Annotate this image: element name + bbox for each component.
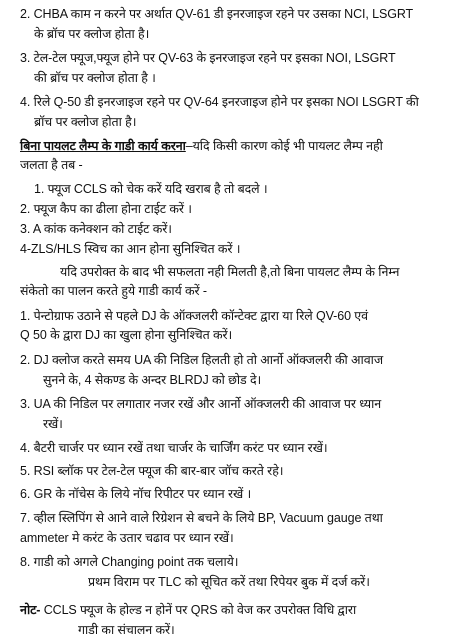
section-heading-rest: –यदि किसी कारण कोई भी पायलट लैम्प नही bbox=[185, 139, 383, 153]
action-3-line2: रखें। bbox=[43, 417, 63, 431]
action-2-line2: सुनने के, 4 सेकण्ड के अन्दर BLRDJ को छोड दे। bbox=[43, 373, 262, 387]
step-4: 4-ZLS/HLS स्विच का आन होना सुनिश्चित करें । bbox=[20, 242, 241, 256]
note-line2: गाडी का संचालन करें। bbox=[78, 623, 175, 637]
action-8: 8. गाडी को अगले Changing point तक चलाये। bbox=[20, 555, 239, 569]
action-1-line2: Q 50 के द्वारा DJ का खुला होना सुनिश्चित करें। bbox=[20, 328, 233, 342]
list-item-3-line2: की ब्रॉच पर क्लोज होता है । bbox=[34, 71, 156, 85]
action-6: 6. GR के नॉचेस के लिये नॉच रिपीटर पर ध्यान रखें । bbox=[20, 487, 252, 501]
note-text: CCLS फ्यूज के होल्ड न होनें पर QRS को वेज कर उपरोक्त विधि द्वारा bbox=[40, 603, 357, 617]
section-heading-line bbox=[20, 139, 383, 154]
step-3: 3. A कांक कनेक्शन को टाईट करें। bbox=[20, 222, 172, 236]
list-item-4-line1: 4. रिले Q-50 डी इनरजाइज रहने पर QV-64 इनरजाइज होने पर इसका NOI LSGRT की bbox=[20, 95, 419, 109]
action-9: प्रथम विराम पर TLC को सूचित करें तथा रिपेयर बुक में दर्ज करें। bbox=[88, 575, 370, 589]
note-label: नोट- bbox=[20, 603, 41, 617]
section-heading-line2: जलता है तब - bbox=[20, 158, 83, 172]
list-item-2-line2: के ब्रॉच पर क्लोज होता है। bbox=[34, 27, 150, 41]
action-1-line1: 1. पेन्टोग्राफ उठाने से पहले DJ के ऑक्जलरी कॉन्टेक्ट द्वारा या रिले QV-60 एवं bbox=[20, 309, 368, 323]
section-heading: बिना पायलट लैम्प के गाडी कार्य करना bbox=[20, 139, 186, 153]
paragraph-line2: संकेतो का पालन करते हुये गाडी कार्य करें - bbox=[20, 284, 207, 298]
step-2: 2. फ्यूज कैप का ढीला होना टाईट करें । bbox=[20, 202, 192, 216]
list-item-4-line2: ब्रॉच पर क्लोज होता है। bbox=[34, 115, 137, 129]
paragraph-line1: यदि उपरोक्त के बाद भी सफलता नही मिलती है,तो बिना पायलट लैम्प के निम्न bbox=[60, 265, 400, 279]
action-7-line2: ammeter मे करंट के उतार चढाव पर ध्यान रखें। bbox=[20, 531, 234, 545]
list-item-3-line1: 3. टेल-टेल फ्यूज,फ्यूज होने पर QV-63 के इनरजाइज रहने पर इसका NOI, LSGRT bbox=[20, 51, 396, 65]
action-4: 4. बैटरी चार्जर पर ध्यान रखें तथा चार्जर के चार्जिंग करंट पर ध्यान रखें। bbox=[20, 441, 328, 455]
note-line1 bbox=[20, 603, 356, 618]
action-2-line1: 2. DJ क्लोज करते समय UA की निडिल हिलती हो तो आर्नो ऑक्जलरी की आवाज bbox=[20, 353, 383, 367]
action-3-line1: 3. UA की निडिल पर लगातार नजर रखें और आर्नो ऑक्जलरी की आवाज पर ध्यान bbox=[20, 397, 382, 411]
action-5: 5. RSI ब्लॉक पर टेल-टेल फ्यूज की बार-बार जॉच करते रहे। bbox=[20, 464, 284, 478]
list-item-2-line1: 2. CHBA काम न करने पर अर्थात QV-61 डी इनरजाइज रहने पर उसका NCI, LSGRT bbox=[20, 7, 414, 21]
action-7-line1: 7. व्हील स्लिपिंग से आने वाले रिग्रेशन से बचने के लिये BP, Vacuum gauge तथा bbox=[20, 511, 383, 525]
step-1: 1. फ्यूज CCLS को चेक करें यदि खराब है तो बदले । bbox=[34, 182, 268, 196]
